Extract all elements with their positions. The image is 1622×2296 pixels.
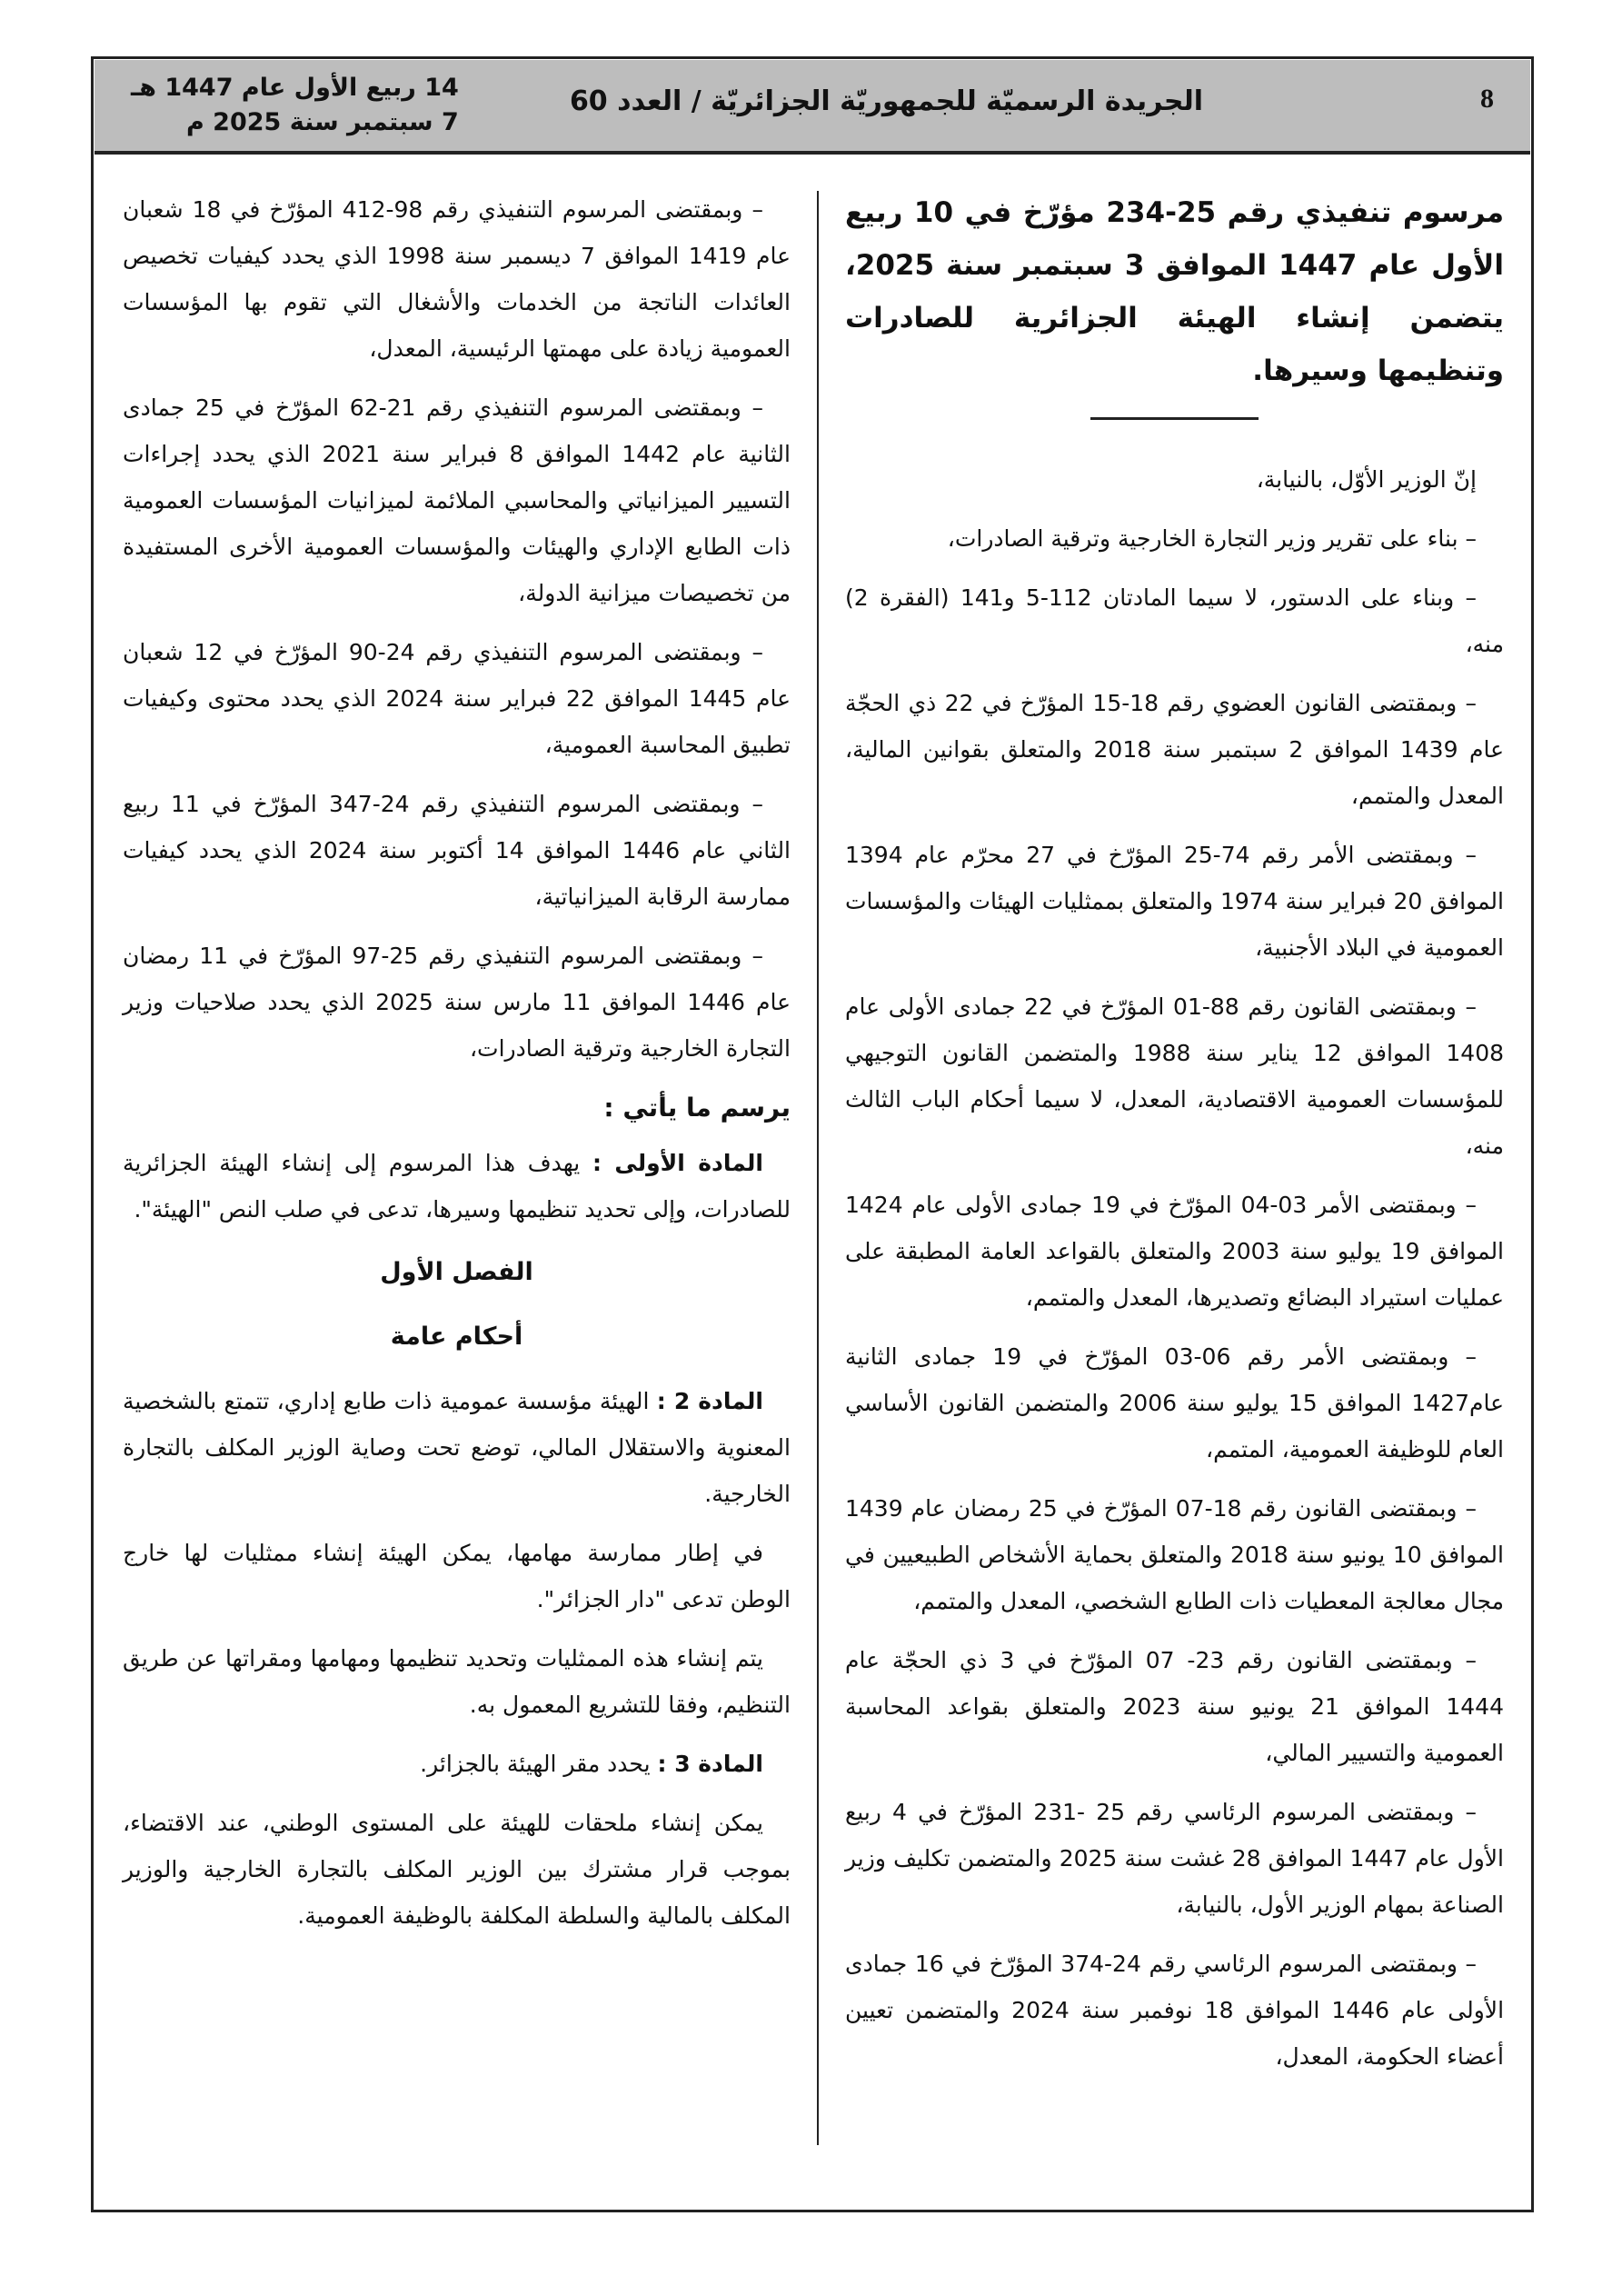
visa-paragraph: – وبمقتضى المرسوم التنفيذي رقم 24-90 المؤرّخ في 12 شعبان عام 1445 الموافق 22 فبراير سنة 2024 الذي يحدد محتوى وكيفيات تطبيق المحاسبة العمومية، <box>123 639 791 758</box>
decree-title: مرسوم تنفيذي رقم 25-234 مؤرّخ في 10 ربيع الأول عام 1447 الموافق 3 سبتمبر سنة 2025، يتضمن إنشاء الهيئة الجزائرية للصادرات وتنظيمها وسيرها. <box>845 196 1505 387</box>
visa-paragraph: – وبمقتضى الأمر رقم 06-03 المؤرّخ في 19 جمادى الثانية عام1427 الموافق 15 يوليو سنة 2006 والمتضمن القانون الأساسي العام للوظيفة العمومية، المتمم، <box>845 1343 1505 1462</box>
visa-paragraph: – وبمقتضى القانون رقم 18-07 المؤرّخ في 25 رمضان عام 1439 الموافق 10 يونيو سنة 2018 والمتعلق بحماية الأشخاص الطبيعيين في مجال معالجة المعطيات ذات الطابع الشخصي، المعدل والمتمم، <box>845 1495 1504 1614</box>
right-column <box>845 186 1504 2092</box>
page-header <box>95 60 1530 155</box>
intro: إنّ الوزير الأوّل، بالنيابة، <box>1256 466 1477 493</box>
visa-paragraph: – وبمقتضى القانون رقم 23- 07 المؤرّخ في 3 ذي الحجّة عام 1444 الموافق 21 يونيو سنة 2023 والمتعلق بقواعد المحاسبة العمومية والتسيير المالي، <box>845 1647 1504 1766</box>
visa-paragraph: – وبمقتضى المرسوم الرئاسي رقم 24-374 المؤرّخ في 16 جمادى الأولى عام 1446 الموافق 18 نوفمبر سنة 2024 والمتضمن تعيين أعضاء الحكومة، المعدل، <box>845 1951 1505 2070</box>
page-number: 8 <box>1480 84 1494 114</box>
issue-date <box>131 71 459 140</box>
article-paragraph: في إطار ممارسة مهامها، يمكن الهيئة إنشاء ممثليات لها خارج الوطن تدعى "دار الجزائر". <box>123 1540 791 1612</box>
decrees-heading: يرسم ما يأتي : <box>603 1093 791 1123</box>
visa-paragraph: – وبمقتضى المرسوم التنفيذي رقم 25-97 المؤرّخ في 11 رمضان عام 1446 الموافق 11 مارس سنة 2025 الذي يحدد صلاحيات وزير التجارة الخارجية وترقية الصادرات، <box>123 943 791 1062</box>
visa-paragraph: – وبمقتضى المرسوم التنفيذي رقم 21-62 المؤرّخ في 25 جمادى الثانية عام 1442 الموافق 8 فبراير سنة 2021 الذي يحدد إجراءات التسيير الميزانياتي والمحاسبي الملائمة لميزانيات المؤسسات العمومية ذات الطابع الإداري والهيئات والمؤسسات العمومية الأخرى المستفيدة من تخصيصات ميزانية الدولة، <box>123 394 791 606</box>
article-label: المادة 2 : <box>656 1388 763 1414</box>
article-label: المادة الأولى : <box>592 1150 763 1176</box>
article-paragraph: يتم إنشاء هذه الممثليات وتحديد تنظيمها ومهامها ومقراتها عن طريق التنظيم، وفقا للتشريع المعمول به. <box>123 1645 791 1718</box>
article-1 <box>123 1140 791 1233</box>
chapter-title: أحكام عامة <box>390 1323 523 1351</box>
visa-paragraph: – وبمقتضى المرسوم التنفيذي رقم 98-412 المؤرّخ في 18 شعبان عام 1419 الموافق 7 ديسمبر سنة 1998 الذي يحدد كيفيات تخصيص العائدات الناتجة من الخدمات والأشغال التي تقوم بها المؤسسات العمومية زيادة على مهمتها الرئيسية، المعدل، <box>123 196 791 362</box>
visa-paragraph: – وبمقتضى الأمر رقم 74-25 المؤرّخ في 27 محرّم عام 1394 الموافق 20 فبراير سنة 1974 والمتعلق بممثليات الهيئات والمؤسسات العمومية في البلاد الأجنبية، <box>845 842 1504 961</box>
article-text: يهدف هذا المرسوم إلى إنشاء الهيئة الجزائرية للصادرات، وإلى تحديد تنظيمها وسيرها، تدعى في صلب النص "الهيئة". <box>123 1150 791 1223</box>
date-gregorian: 7 سبتمبر سنة 2025 م <box>185 108 459 136</box>
article-text: الهيئة مؤسسة عمومية ذات طابع إداري، تتمتع بالشخصية المعنوية والاستقلال المالي، توضع تحت وصاية الوزير المكلف بالتجارة الخارجية. <box>123 1388 791 1507</box>
column-divider <box>817 191 819 2145</box>
chapter-heading: الفصل الأول <box>380 1258 533 1286</box>
visa-paragraph: – وبمقتضى القانون رقم 88-01 المؤرّخ في 22 جمادى الأولى عام 1408 الموافق 12 يناير سنة 1988 والمتضمن القانون التوجيهي للمؤسسات العمومية الاقتصادية، المعدل، لا سيما أحكام الباب الثالث منه، <box>845 993 1505 1159</box>
visa-paragraph: – وبمقتضى المرسوم الرئاسي رقم 25 -231 المؤرّخ في 4 ربيع الأول عام 1447 الموافق 28 غشت سنة 2025 والمتضمن تكليف وزير الصناعة بمهام الوزير الأول، بالنيابة، <box>845 1799 1504 1918</box>
visa-paragraph: – وبناء على الدستور، لا سيما المادتان 112-5 و141 (الفقرة 2) منه، <box>845 584 1504 657</box>
visa-paragraph: – وبمقتضى القانون العضوي رقم 18-15 المؤرّخ في 22 ذي الحجّة عام 1439 الموافق 2 سبتمبر سنة 2018 والمتعلق بقوانين المالية، المعدل والمتمم، <box>845 690 1504 809</box>
article-label: المادة 3 : <box>657 1751 763 1777</box>
title-rule <box>1090 417 1259 420</box>
date-hijri: 14 ربيع الأول عام 1447 هـ <box>131 74 459 102</box>
visa-paragraph: – وبمقتضى المرسوم التنفيذي رقم 24-347 المؤرّخ في 11 ربيع الثاني عام 1446 الموافق 14 أكتوبر سنة 2024 الذي يحدد كيفيات ممارسة الرقابة الميزانياتية، <box>123 791 791 910</box>
visa-paragraph: – بناء على تقرير وزير التجارة الخارجية وترقية الصادرات، <box>947 525 1477 552</box>
journal-title: الجريدة الرسميّة للجمهوريّة الجزائريّة / العدد 60 <box>569 85 1203 117</box>
article-paragraph: يمكن إنشاء ملحقات للهيئة على المستوى الوطني، عند الاقتضاء، بموجب قرار مشترك بين الوزير المكلف بالتجارة الخارجية والوزير المكلف بالمالية والسلطة المكلفة بالوظيفة العمومية. <box>123 1810 791 1929</box>
article-text: يحدد مقر الهيئة بالجزائر. <box>420 1751 658 1777</box>
left-column <box>123 186 791 1952</box>
visa-paragraph: – وبمقتضى الأمر 03-04 المؤرّخ في 19 جمادى الأولى عام 1424 الموافق 19 يوليو سنة 2003 والمتعلق بالقواعد العامة المطبقة على عمليات استيراد البضائع وتصديرها، المعدل والمتمم، <box>845 1192 1505 1311</box>
article-2 <box>123 1378 791 1517</box>
article-3 <box>123 1741 791 1787</box>
